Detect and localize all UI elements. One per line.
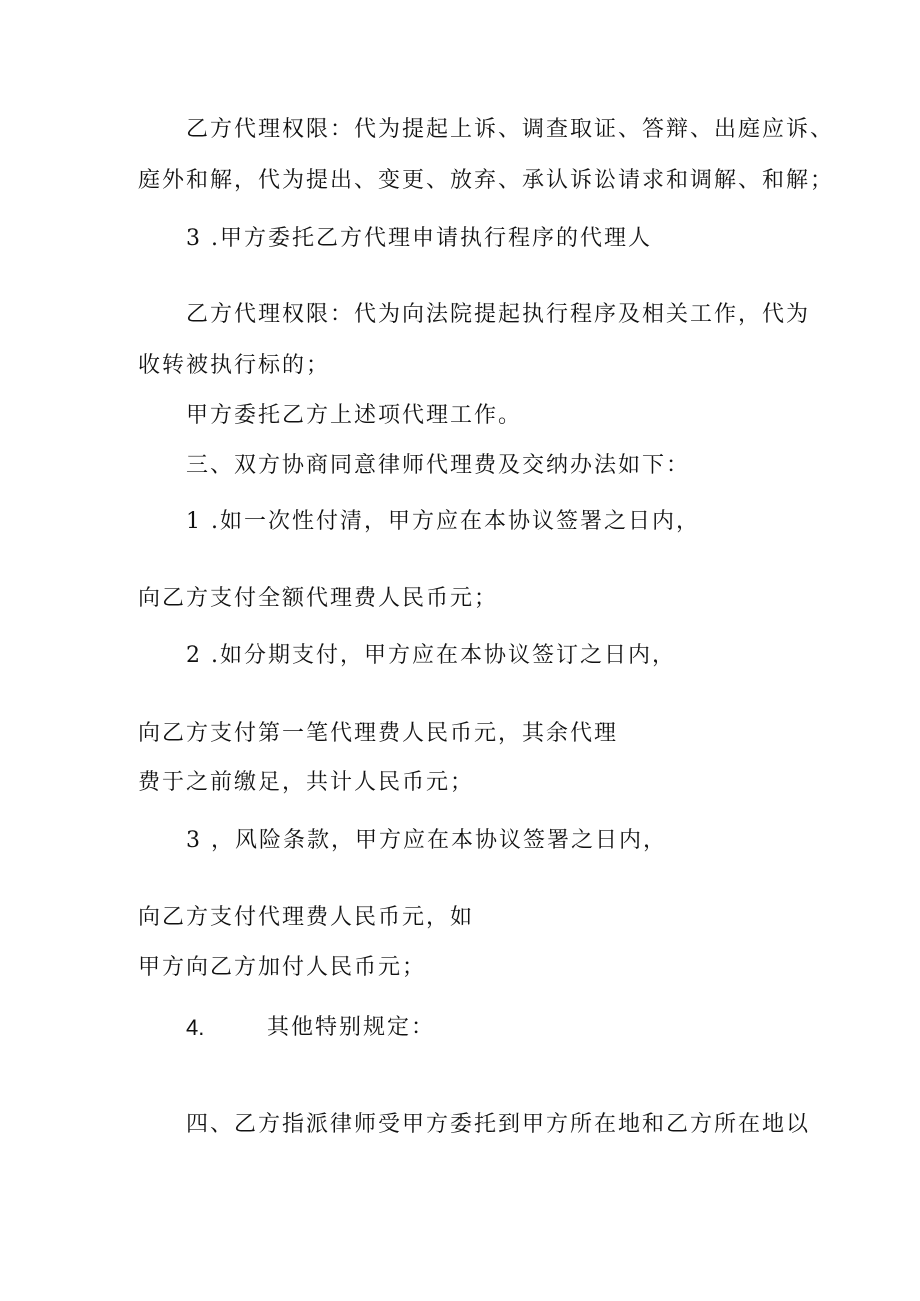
clause-3-risk-terms: 3 ，风险条款，甲方应在本协议签署之日内， <box>186 828 667 853</box>
clause-4-other-provisions: 其他特别规定： <box>267 1015 436 1040</box>
paragraph-agent-authority-2: 乙方代理权限：代为向法院提起执行程序及相关工作，代为 <box>186 302 811 327</box>
section-3-heading: 三、双方协商同意律师代理费及交纳办法如下： <box>186 453 691 478</box>
clause-2-installments-cont: 向乙方支付第一笔代理费人民币元，其余代理 <box>138 721 619 746</box>
clause-3-risk-terms-cont: 向乙方支付代理费人民币元，如 <box>138 905 475 930</box>
paragraph-agent-authority-1-cont: 庭外和解，代为提出、变更、放弃、承认诉讼请求和调解、和解； <box>138 168 835 193</box>
clause-2-installments-cont-2: 费于之前缴足，共计人民币元； <box>138 770 475 795</box>
clause-4-number: 4. <box>186 1015 205 1040</box>
clause-1-lump-sum: 1 .如一次性付清，甲方应在本协议签署之日内， <box>186 509 700 534</box>
paragraph-delegation: 甲方委托乙方上述项代理工作。 <box>186 403 523 428</box>
clause-3-risk-terms-cont-2: 甲方向乙方加付人民币元； <box>138 955 427 980</box>
clause-1-lump-sum-cont: 向乙方支付全额代理费人民币元； <box>138 586 499 611</box>
paragraph-agent-authority-2-cont: 收转被执行标的； <box>138 353 331 378</box>
clause-3-execution-agent: 3 .甲方委托乙方代理申请执行程序的代理人 <box>186 226 652 251</box>
section-4-heading: 四、乙方指派律师受甲方委托到甲方所在地和乙方所在地以 <box>186 1112 811 1137</box>
paragraph-agent-authority-1: 乙方代理权限：代为提起上诉、调查取证、答辩、出庭应诉、 <box>186 117 835 142</box>
clause-2-installments: 2 .如分期支付，甲方应在本协议签订之日内， <box>186 643 676 668</box>
